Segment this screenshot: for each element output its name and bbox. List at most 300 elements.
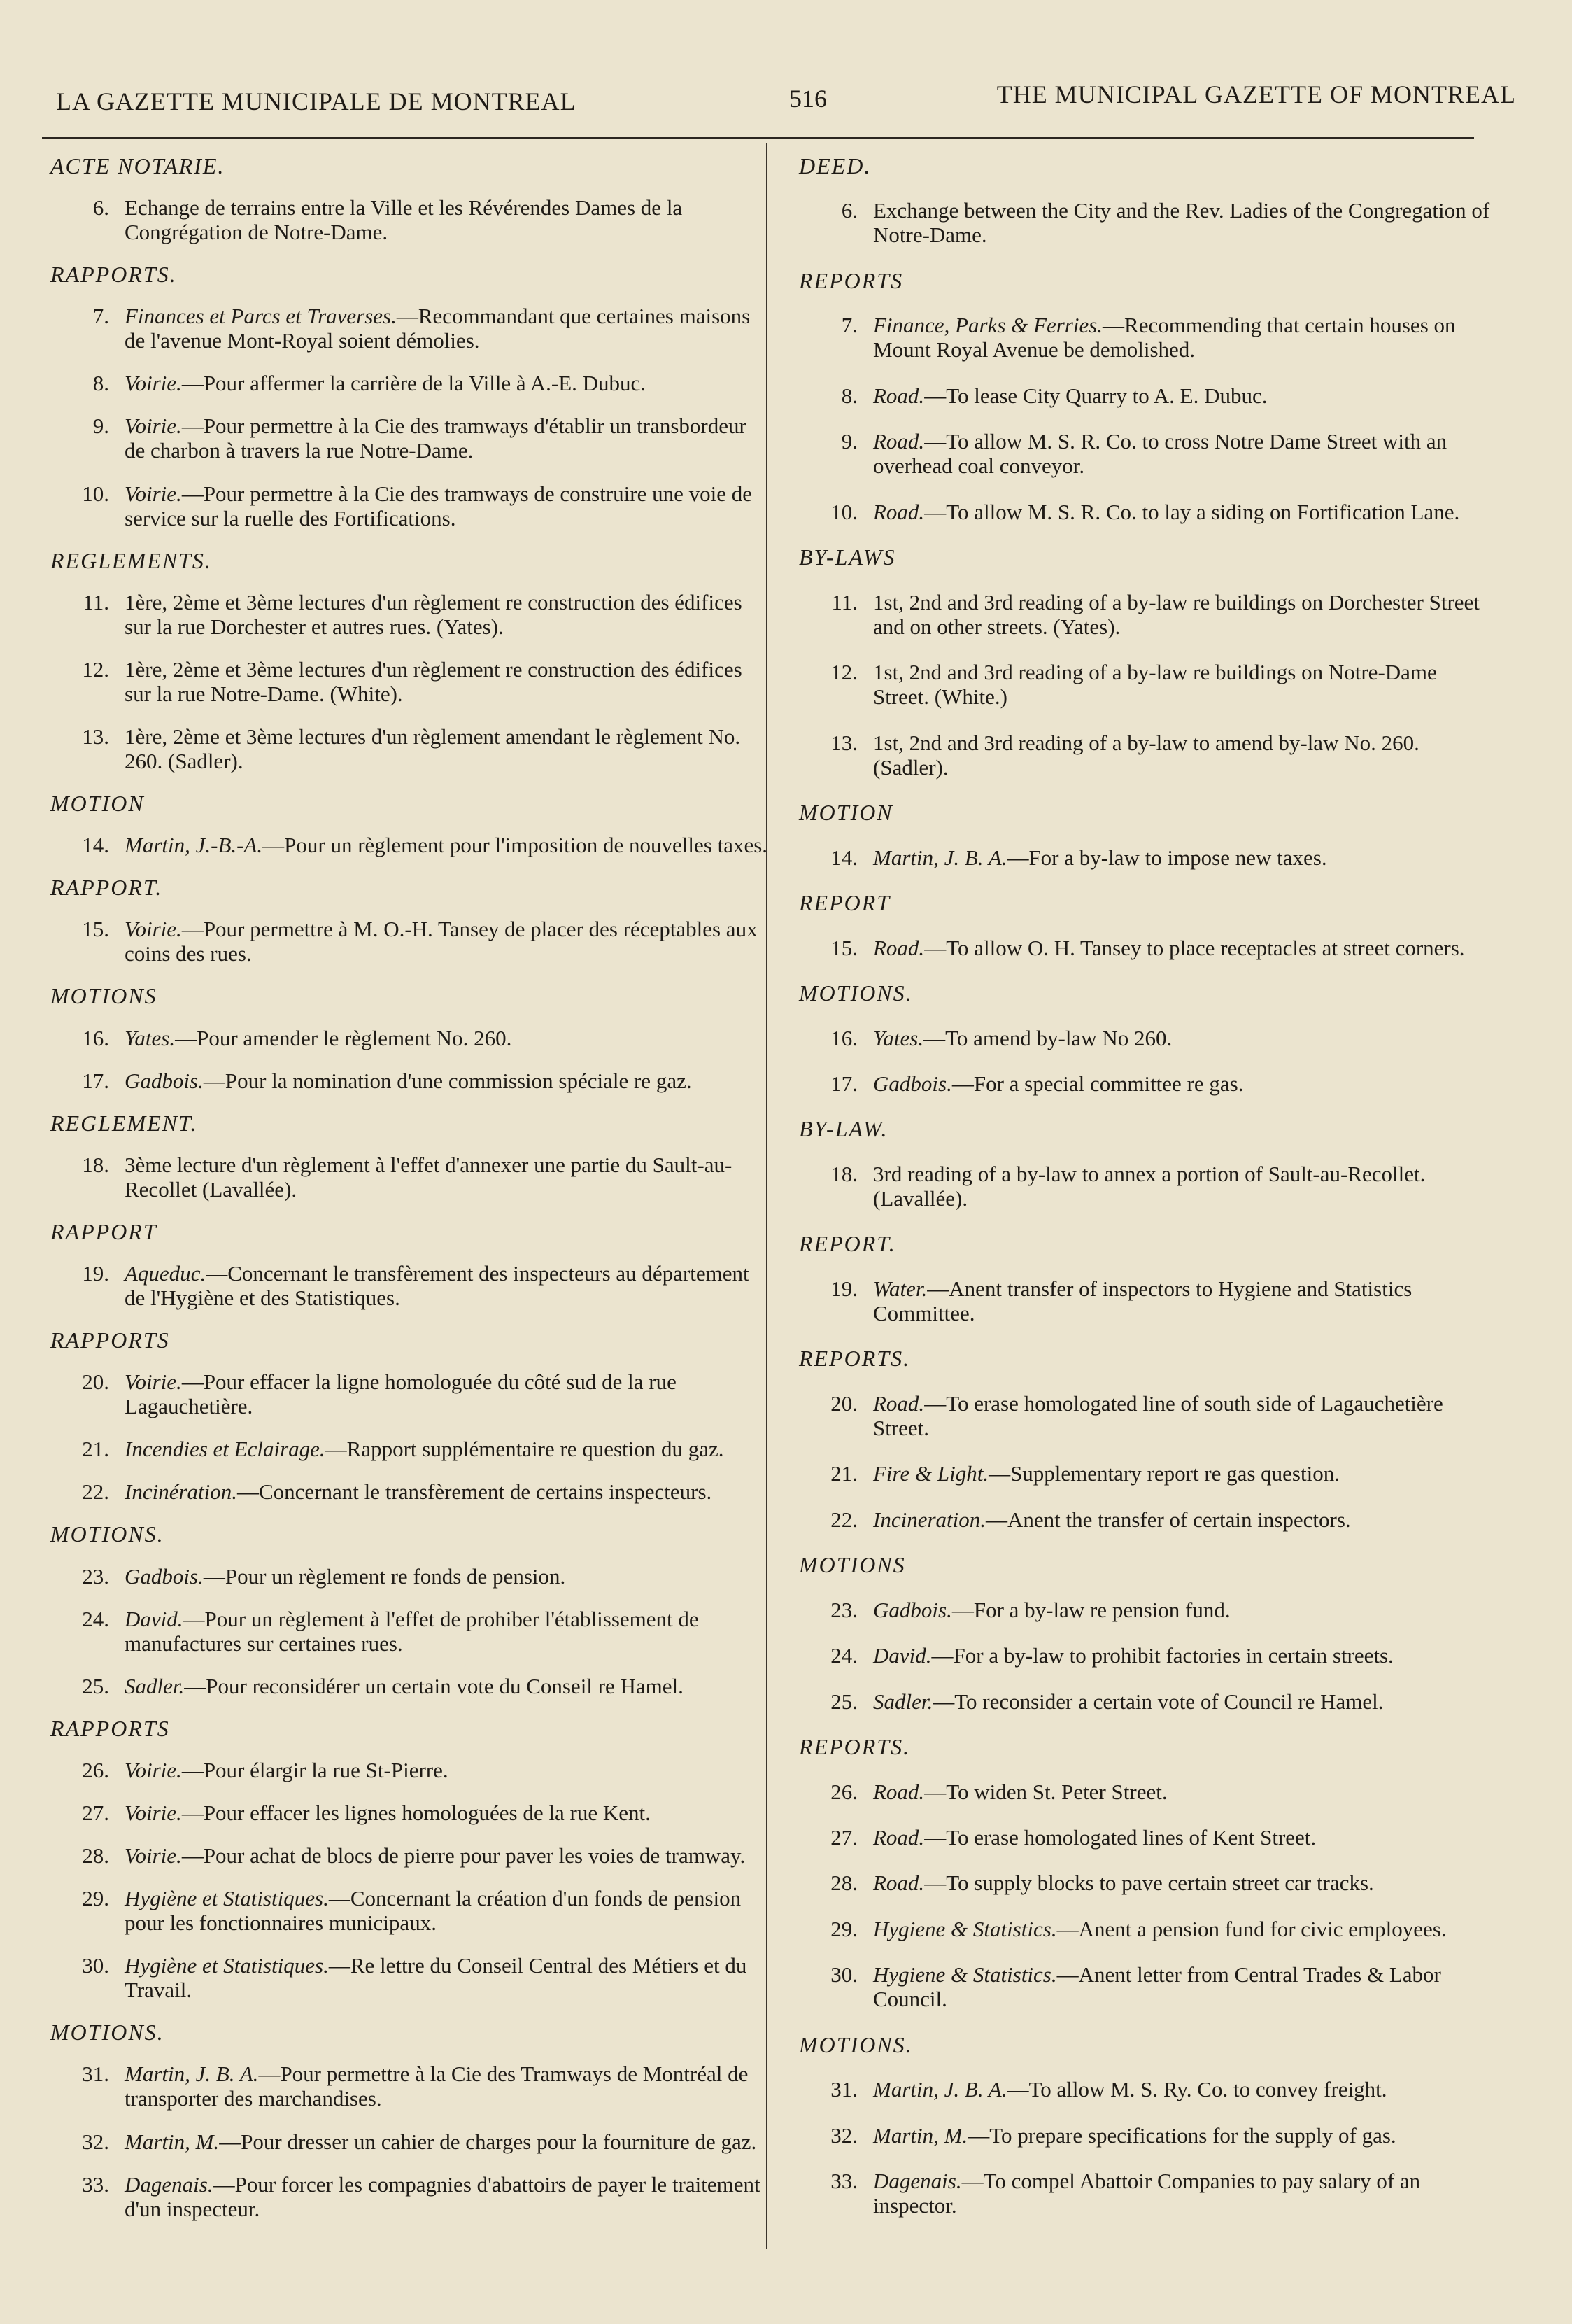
item-body <box>125 1564 770 1589</box>
item-text: —To allow M. S. R. Co. to lay a siding on Fortification Lane. <box>924 499 1460 524</box>
item-number: 30. <box>830 1962 858 1987</box>
item-text: Echange de terrains entre la Ville et les Révérendes Dames de la Congrégation de Notre-Dame. <box>125 195 683 245</box>
agenda-item <box>42 724 770 773</box>
agenda-item <box>42 590 770 639</box>
header-rule <box>42 137 1474 139</box>
item-text: —To reconsider a certain vote of Council re Hamel. <box>933 1689 1384 1714</box>
item-number: 13. <box>82 724 109 749</box>
item-text: —Pour un règlement re fonds de pension. <box>203 1563 566 1589</box>
item-lead: Aqueduc. <box>125 1260 206 1286</box>
agenda-item <box>42 1953 770 2002</box>
page-header <box>42 67 1544 116</box>
item-body <box>125 1843 770 1868</box>
item-body <box>125 1369 770 1418</box>
item-number: 33. <box>830 2169 858 2194</box>
item-text: —Anent letter from Central Trades & Labor Council. <box>873 1962 1441 2012</box>
item-text: 1st, 2nd and 3rd reading of a by-law re buildings on Notre-Dame Street. (White.) <box>873 660 1437 710</box>
item-lead: Hygiene & Statistics. <box>873 1916 1057 1941</box>
item-text: 1ère, 2ème et 3ème lectures d'un règlement amendant le règlement No. 260. (Sadler). <box>125 724 741 773</box>
agenda-item <box>791 1643 1497 1668</box>
item-number: 15. <box>830 935 858 960</box>
item-body <box>873 198 1497 247</box>
section-heading: REPORT. <box>799 1231 896 1257</box>
item-body <box>125 724 770 773</box>
item-body <box>125 2172 770 2221</box>
item-body <box>125 1801 770 1825</box>
item-lead: Sadler. <box>125 1673 185 1698</box>
section-heading: REPORTS <box>799 267 904 293</box>
agenda-item <box>791 1871 1497 1895</box>
agenda-item <box>791 1162 1497 1211</box>
item-lead: Voirie. <box>125 1843 182 1868</box>
agenda-item <box>42 1758 770 1782</box>
item-body <box>873 1071 1497 1096</box>
agenda-item <box>791 2077 1497 2101</box>
french-column <box>42 154 770 2239</box>
header-english-title: THE MUNICIPAL GAZETTE OF MONTREAL <box>996 80 1516 108</box>
item-number: 22. <box>830 1507 858 1532</box>
agenda-item <box>42 1369 770 1418</box>
item-number: 9. <box>92 414 109 439</box>
section-heading: REPORT <box>799 890 891 916</box>
item-body <box>125 2062 770 2111</box>
item-text: —Pour forcer les compagnies d'abattoirs de payer le traitement d'un inspecteur. <box>125 2171 760 2221</box>
item-text: —Pour effacer la ligne homologuée du côté sud de la rue Lagauchetière. <box>125 1369 677 1419</box>
item-number: 20. <box>830 1390 858 1416</box>
agenda-item <box>791 313 1497 362</box>
agenda-item <box>791 660 1497 709</box>
agenda-item <box>42 1437 770 1461</box>
item-text: Exchange between the City and the Rev. Ladies of the Congregation of Notre-Dame. <box>873 198 1490 248</box>
section-heading: REGLEMENT. <box>50 1110 198 1136</box>
item-lead: Yates. <box>125 1025 176 1050</box>
item-text: —Anent the transfer of certain inspectors. <box>986 1507 1351 1532</box>
item-body <box>873 590 1497 639</box>
item-number: 31. <box>82 2062 109 2087</box>
item-lead: Road. <box>873 1390 925 1416</box>
item-text: —For a special committee re gas. <box>951 1071 1244 1096</box>
agenda-item <box>791 1071 1497 1096</box>
page-number: 516 <box>789 85 827 113</box>
item-lead: David. <box>873 1643 932 1668</box>
item-text: —Pour un règlement à l'effet de prohiber l'établissement de manufactures sur certaines rues. <box>125 1606 699 1656</box>
agenda-item <box>791 1026 1497 1050</box>
item-number: 26. <box>830 1779 858 1804</box>
header-french-title: LA GAZETTE MUNICIPALE DE MONTREAL <box>56 87 576 115</box>
agenda-item <box>42 917 770 966</box>
section-heading: REPORTS. <box>799 1346 911 1372</box>
item-text: —To erase homologated lines of Kent Street. <box>924 1825 1317 1850</box>
item-text: —Pour permettre à la Cie des Tramways de Montréal de transporter des marchandises. <box>125 2062 749 2111</box>
item-text: —Pour un règlement pour l'imposition de nouvelles taxes. <box>262 833 768 858</box>
item-body <box>873 1917 1497 1941</box>
item-text: —Anent a pension fund for civic employees. <box>1056 1916 1447 1941</box>
item-number: 32. <box>82 2129 109 2154</box>
section-heading: REPORTS. <box>799 1734 911 1760</box>
agenda-item <box>42 1801 770 1825</box>
item-number: 18. <box>82 1152 109 1177</box>
agenda-item <box>42 1886 770 1935</box>
agenda-item <box>791 2123 1497 2148</box>
item-lead: Incineration. <box>873 1507 986 1532</box>
item-body <box>873 1162 1497 1211</box>
item-text: —Re lettre du Conseil Central des Métiers et du Travail. <box>125 1953 747 2003</box>
item-text: —Pour permettre à la Cie des tramways de construire une voie de service sur la ruelle des Fortifications. <box>125 481 753 530</box>
item-body <box>125 371 770 395</box>
item-text: —Pour reconsidérer un certain vote du Conseil re Hamel. <box>184 1673 684 1698</box>
agenda-item <box>791 1598 1497 1622</box>
item-body <box>125 195 770 244</box>
item-body <box>125 304 770 353</box>
item-text: —To allow M. S. R. Co. to cross Notre Dame Street with an overhead coal conveyor. <box>873 429 1447 479</box>
item-text: —To widen St. Peter Street. <box>924 1779 1168 1804</box>
section-heading: MOTIONS <box>50 983 157 1009</box>
section-heading: BY-LAW. <box>799 1116 888 1142</box>
item-number: 6. <box>92 195 109 220</box>
item-text: —Pour amender le règlement No. 260. <box>175 1025 512 1050</box>
item-lead: David. <box>125 1606 183 1631</box>
agenda-item <box>42 2062 770 2111</box>
agenda-item <box>42 1153 770 1202</box>
section-heading: MOTIONS. <box>50 2020 164 2045</box>
section-heading: MOTIONS. <box>799 2031 913 2057</box>
item-number: 32. <box>830 2122 858 2148</box>
item-lead: Voirie. <box>125 481 182 506</box>
agenda-item <box>42 657 770 706</box>
section-heading: RAPPORT. <box>50 875 163 901</box>
item-lead: Hygiene & Statistics. <box>873 1962 1057 1987</box>
section-heading: RAPPORTS <box>50 1328 170 1353</box>
item-body <box>125 1758 770 1782</box>
item-text: 3ème lecture d'un règlement à l'effet d'annexer une partie du Sault-au-Recollet (Lavallée). <box>125 1152 732 1202</box>
item-number: 12. <box>830 660 858 685</box>
agenda-item <box>791 1507 1497 1532</box>
item-number: 29. <box>830 1916 858 1941</box>
item-body <box>873 845 1497 870</box>
item-lead: Road. <box>873 383 925 408</box>
item-number: 33. <box>82 2171 109 2197</box>
item-lead: Voirie. <box>125 917 182 942</box>
agenda-item <box>42 371 770 395</box>
item-number: 23. <box>830 1597 858 1622</box>
item-lead: Dagenais. <box>125 2171 213 2197</box>
item-text: —For a by-law to impose new taxes. <box>1007 845 1327 870</box>
agenda-item <box>42 2129 770 2154</box>
item-body <box>873 1643 1497 1668</box>
item-body <box>125 2129 770 2154</box>
section-heading: RAPPORTS. <box>50 262 177 288</box>
agenda-item <box>42 1674 770 1698</box>
agenda-item <box>791 429 1497 478</box>
section-heading: RAPPORTS <box>50 1715 170 1741</box>
item-number: 25. <box>830 1689 858 1714</box>
item-body <box>125 657 770 706</box>
agenda-item <box>791 845 1497 870</box>
agenda-item <box>42 414 770 463</box>
item-lead: Voirie. <box>125 414 182 439</box>
item-body <box>873 500 1497 524</box>
item-body <box>873 1276 1497 1325</box>
item-text: —To amend by-law No 260. <box>923 1025 1173 1050</box>
item-text: —Pour affermer la carrière de la Ville à A.-E. Dubuc. <box>181 371 646 396</box>
item-lead: Fire & Light. <box>873 1461 989 1486</box>
item-body <box>873 2123 1497 2148</box>
item-number: 14. <box>82 833 109 858</box>
item-text: —To erase homologated line of south side of Lagauchetière Street. <box>873 1390 1443 1440</box>
item-number: 31. <box>830 2077 858 2102</box>
item-text: —Concernant la création d'un fonds de pension pour les fonctionnaires municipaux. <box>125 1886 742 1936</box>
item-text: —Pour élargir la rue St-Pierre. <box>181 1757 448 1782</box>
item-text: —Pour dresser un cahier de charges pour la fourniture de gaz. <box>219 2129 757 2154</box>
item-text: —Recommandant que certaines maisons de l'avenue Mont-Royal soient démolies. <box>125 304 751 353</box>
item-number: 22. <box>82 1479 109 1505</box>
item-lead: Finance, Parks & Ferries. <box>873 313 1103 338</box>
item-number: 17. <box>830 1071 858 1096</box>
item-lead: Water. <box>873 1276 928 1301</box>
item-body <box>873 1689 1497 1714</box>
item-body <box>873 313 1497 362</box>
item-lead: Road. <box>873 1871 925 1896</box>
section-heading: MOTIONS. <box>50 1521 164 1547</box>
item-lead: Sadler. <box>873 1689 933 1714</box>
item-text: 1ère, 2ème et 3ème lectures d'un règlement re construction des édifices sur la rue Notre-Dame. (White). <box>125 656 742 706</box>
item-number: 27. <box>82 1801 109 1825</box>
item-number: 16. <box>830 1025 858 1050</box>
item-number: 28. <box>830 1871 858 1896</box>
agenda-item <box>791 590 1497 639</box>
item-lead: Voirie. <box>125 1757 182 1782</box>
item-body <box>125 1026 770 1050</box>
item-text: —Pour permettre à la Cie des tramways d'établir un transbordeur de charbon à travers la rue Notre-Dame. <box>125 414 746 463</box>
item-number: 9. <box>841 429 858 454</box>
item-number: 8. <box>841 383 858 408</box>
item-body <box>873 936 1497 960</box>
item-lead: Martin, M. <box>873 2122 968 2148</box>
item-number: 7. <box>92 304 109 329</box>
agenda-item <box>791 198 1497 247</box>
item-lead: Incinération. <box>125 1479 237 1505</box>
item-number: 10. <box>82 481 109 506</box>
item-number: 23. <box>82 1563 109 1589</box>
item-body <box>125 1437 770 1461</box>
item-number: 19. <box>830 1276 858 1301</box>
item-number: 19. <box>82 1260 109 1286</box>
agenda-item <box>791 1689 1497 1714</box>
item-number: 16. <box>82 1025 109 1050</box>
item-body <box>873 383 1497 408</box>
item-text: —Pour la nomination d'une commission spéciale re gaz. <box>203 1068 692 1093</box>
item-lead: Martin, J.-B.-A. <box>125 833 263 858</box>
item-number: 26. <box>82 1757 109 1782</box>
item-body <box>873 1780 1497 1804</box>
item-body <box>873 2169 1497 2218</box>
item-text: 1st, 2nd and 3rd reading of a by-law re buildings on Dorchester Street and on other streets. (Yates). <box>873 589 1480 639</box>
item-lead: Hygiène et Statistiques. <box>125 1886 329 1911</box>
item-number: 27. <box>830 1825 858 1850</box>
section-heading: ACTE NOTARIE. <box>50 153 225 178</box>
item-text: —To prepare specifications for the supply of gas. <box>968 2122 1396 2148</box>
section-heading: RAPPORT <box>50 1218 157 1244</box>
item-body <box>873 1461 1497 1486</box>
item-text: —Pour effacer les lignes homologuées de la rue Kent. <box>181 1801 651 1825</box>
item-lead: Voirie. <box>125 1369 182 1395</box>
agenda-item <box>791 1276 1497 1325</box>
item-body <box>125 590 770 639</box>
item-text: 1ère, 2ème et 3ème lectures d'un règlement re construction des édifices sur la rue Dorchester et autres rues. (Yates). <box>125 589 742 639</box>
item-body <box>873 1962 1497 2011</box>
item-number: 20. <box>82 1369 109 1395</box>
agenda-item <box>42 1564 770 1589</box>
item-text: —Pour permettre à M. O.-H. Tansey de placer des réceptables aux coins des rues. <box>125 917 758 966</box>
item-number: 12. <box>82 656 109 682</box>
agenda-item <box>42 1843 770 1868</box>
item-lead: Finances et Parcs et Traverses. <box>125 304 397 329</box>
agenda-item <box>791 500 1497 524</box>
item-text: —For a by-law re pension fund. <box>951 1597 1231 1622</box>
item-number: 11. <box>831 589 858 614</box>
item-text: 1st, 2nd and 3rd reading of a by-law to amend by-law No. 260. (Sadler). <box>873 730 1419 780</box>
item-body <box>873 731 1497 780</box>
item-body <box>873 1871 1497 1895</box>
item-lead: Martin, J. B. A. <box>873 2077 1007 2102</box>
item-body <box>125 1479 770 1504</box>
item-lead: Dagenais. <box>873 2169 962 2194</box>
item-body <box>873 1026 1497 1050</box>
item-body <box>125 481 770 530</box>
item-number: 17. <box>82 1068 109 1093</box>
agenda-item <box>42 833 770 857</box>
item-number: 29. <box>82 1886 109 1911</box>
section-heading: MOTIONS <box>799 1552 906 1578</box>
item-lead: Martin, J. B. A. <box>125 2062 259 2087</box>
item-body <box>125 833 770 857</box>
item-number: 14. <box>830 845 858 870</box>
item-lead: Martin, M. <box>125 2129 220 2154</box>
agenda-item <box>42 1479 770 1504</box>
agenda-item <box>791 936 1497 960</box>
item-body <box>125 414 770 463</box>
item-number: 30. <box>82 1953 109 1978</box>
item-text: —To compel Abattoir Companies to pay salary of an inspector. <box>873 2169 1421 2218</box>
item-text: —To lease City Quarry to A. E. Dubuc. <box>924 383 1268 408</box>
item-lead: Road. <box>873 1825 925 1850</box>
item-number: 25. <box>82 1673 109 1698</box>
item-number: 15. <box>82 917 109 942</box>
item-number: 24. <box>82 1606 109 1631</box>
item-lead: Hygiène et Statistiques. <box>125 1953 329 1978</box>
item-body <box>873 1825 1497 1850</box>
agenda-item <box>42 195 770 244</box>
item-body <box>873 429 1497 478</box>
item-lead: Yates. <box>873 1025 924 1050</box>
agenda-item <box>791 1962 1497 2011</box>
item-body <box>873 1598 1497 1622</box>
agenda-item <box>42 1261 770 1310</box>
agenda-item <box>42 304 770 353</box>
item-body <box>125 1153 770 1202</box>
agenda-item <box>42 2172 770 2221</box>
item-number: 10. <box>830 499 858 524</box>
item-number: 28. <box>82 1843 109 1868</box>
item-number: 13. <box>830 730 858 755</box>
item-body <box>125 1607 770 1656</box>
item-text: —For a by-law to prohibit factories in certain streets. <box>931 1643 1394 1668</box>
agenda-item <box>42 1607 770 1656</box>
item-lead: Incendies et Eclairage. <box>125 1437 325 1462</box>
item-text: —Anent transfer of inspectors to Hygiene and Statistics Committee. <box>873 1276 1412 1325</box>
item-text: —To allow O. H. Tansey to place receptacles at street corners. <box>924 935 1465 960</box>
item-text: —Rapport supplémentaire re question du gaz. <box>325 1437 724 1462</box>
item-text: —Pour achat de blocs de pierre pour paver les voies de tramway. <box>181 1843 746 1868</box>
english-column <box>791 154 1497 2239</box>
item-lead: Martin, J. B. A. <box>873 845 1007 870</box>
item-text: —Concernant le transfèrement de certains inspecteurs. <box>237 1479 712 1505</box>
agenda-item <box>791 2169 1497 2218</box>
item-number: 18. <box>830 1161 858 1186</box>
section-heading: BY-LAWS <box>799 544 896 570</box>
agenda-item <box>42 1026 770 1050</box>
item-body <box>125 1261 770 1310</box>
section-heading: DEED. <box>799 153 872 178</box>
item-lead: Voirie. <box>125 371 182 396</box>
section-heading: MOTION <box>799 800 893 826</box>
item-text: 3rd reading of a by-law to annex a portion of Sault-au-Recollet. (Lavallée). <box>873 1161 1426 1211</box>
item-body <box>125 1953 770 2002</box>
item-lead: Road. <box>873 429 925 454</box>
item-number: 7. <box>841 313 858 338</box>
item-body <box>873 1391 1497 1440</box>
item-text: —Concernant le transfèrement des inspecteurs au département de l'Hygiène et des Statistiques. <box>125 1260 749 1310</box>
section-heading: REGLEMENTS. <box>50 547 212 573</box>
item-lead: Gadbois. <box>125 1068 204 1093</box>
agenda-item <box>42 481 770 530</box>
item-text: —Recommending that certain houses on Mount Royal Avenue be demolished. <box>873 313 1456 362</box>
section-heading: MOTIONS. <box>799 980 913 1006</box>
agenda-item <box>791 1825 1497 1850</box>
agenda-item <box>42 1069 770 1093</box>
item-body <box>125 1886 770 1935</box>
agenda-item <box>791 1461 1497 1486</box>
item-number: 21. <box>830 1461 858 1486</box>
section-heading: MOTION <box>50 791 145 817</box>
item-text: —Supplementary report re gas question. <box>989 1461 1340 1486</box>
item-lead: Road. <box>873 1779 925 1804</box>
item-body <box>125 1069 770 1093</box>
agenda-item <box>791 383 1497 408</box>
item-body <box>873 2077 1497 2101</box>
item-lead: Gadbois. <box>125 1563 204 1589</box>
item-lead: Road. <box>873 499 925 524</box>
item-body <box>873 660 1497 709</box>
item-body <box>125 1674 770 1698</box>
item-lead: Gadbois. <box>873 1597 952 1622</box>
item-body <box>873 1507 1497 1532</box>
agenda-item <box>791 1917 1497 1941</box>
item-number: 8. <box>92 371 109 396</box>
agenda-item <box>791 1391 1497 1440</box>
item-number: 11. <box>83 589 109 614</box>
item-lead: Gadbois. <box>873 1071 952 1096</box>
agenda-item <box>791 1780 1497 1804</box>
agenda-item <box>791 731 1497 780</box>
item-number: 21. <box>82 1437 109 1462</box>
item-number: 24. <box>830 1643 858 1668</box>
item-lead: Road. <box>873 935 925 960</box>
item-number: 6. <box>841 198 858 223</box>
item-text: —To supply blocks to pave certain street car tracks. <box>924 1871 1374 1896</box>
item-lead: Voirie. <box>125 1801 182 1825</box>
item-body <box>125 917 770 966</box>
